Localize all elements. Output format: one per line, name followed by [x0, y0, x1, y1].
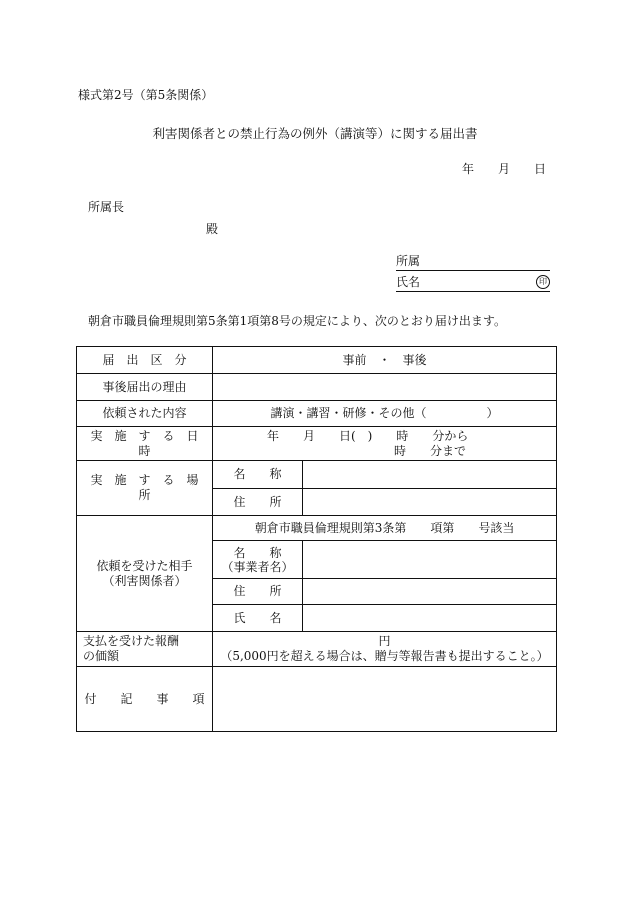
- category-label: 届 出 区 分: [77, 347, 213, 374]
- name-field[interactable]: [396, 275, 550, 292]
- declaration-table: [76, 346, 557, 732]
- table-row: [77, 632, 557, 667]
- intro-text: 朝倉市職員倫理規則第5条第1項第8号の規定により、次のとおり届け出ます。: [88, 314, 506, 328]
- requester-address-value[interactable]: [303, 579, 557, 605]
- affiliation-label: 所属: [396, 254, 421, 268]
- reward-label: 支払を受けた報酬 の価額: [77, 632, 213, 667]
- table-row: [77, 427, 557, 461]
- addressee-label: 所属長: [88, 200, 125, 214]
- table-row: [77, 347, 557, 374]
- place-address-value[interactable]: [303, 489, 557, 516]
- requester-person-value[interactable]: [303, 605, 557, 632]
- place-address-label: 住 所: [213, 489, 303, 516]
- datetime-line-2: 時 分まで: [394, 443, 467, 458]
- notes-value[interactable]: [213, 667, 557, 732]
- requester-label: 依頼を受けた相手 （利害関係者）: [77, 516, 213, 632]
- reward-value[interactable]: 円 （5,000円を超える場合は、贈与等報告書も提出すること。）: [213, 632, 557, 667]
- place-name-value[interactable]: [303, 461, 557, 489]
- table-row: [77, 461, 557, 489]
- notes-label: 付 記 事 項: [77, 667, 213, 732]
- category-value[interactable]: 事前 ・ 事後: [213, 347, 557, 374]
- date-line: 年 月 日: [461, 162, 546, 176]
- document-title: 利害関係者との禁止行為の例外（講演等）に関する届出書: [152, 126, 478, 141]
- addressee-honorific: 殿: [206, 222, 219, 236]
- reason-value[interactable]: [213, 374, 557, 401]
- content-label: 依頼された内容: [77, 401, 213, 427]
- place-label: 実 施 す る 場 所: [77, 461, 213, 516]
- table-row: [77, 401, 557, 427]
- affiliation-field[interactable]: [396, 254, 550, 271]
- place-name-label: 名 称: [213, 461, 303, 489]
- datetime-value[interactable]: [213, 427, 557, 461]
- seal-icon: 印: [536, 275, 550, 289]
- datetime-label: 実 施 す る 日 時: [77, 427, 213, 461]
- reason-label: 事後届出の理由: [77, 374, 213, 401]
- applicant-block: [396, 254, 550, 292]
- requester-name-value[interactable]: [303, 541, 557, 579]
- table-row: [77, 374, 557, 401]
- name-label: 氏名: [396, 275, 421, 289]
- content-value[interactable]: 講演・講習・研修・その他（ ）: [213, 401, 557, 427]
- requester-rule-text[interactable]: 朝倉市職員倫理規則第3条第 項第 号該当: [213, 516, 557, 541]
- datetime-line-1: 年 月 日( ) 時 分から: [267, 428, 469, 443]
- table-row: [77, 667, 557, 732]
- form-number: 様式第2号（第5条関係）: [78, 88, 214, 102]
- requester-person-label: 氏 名: [213, 605, 303, 632]
- requester-address-label: 住 所: [213, 579, 303, 605]
- requester-name-label: 名 称 （事業者名）: [213, 541, 303, 579]
- table-row: [77, 516, 557, 541]
